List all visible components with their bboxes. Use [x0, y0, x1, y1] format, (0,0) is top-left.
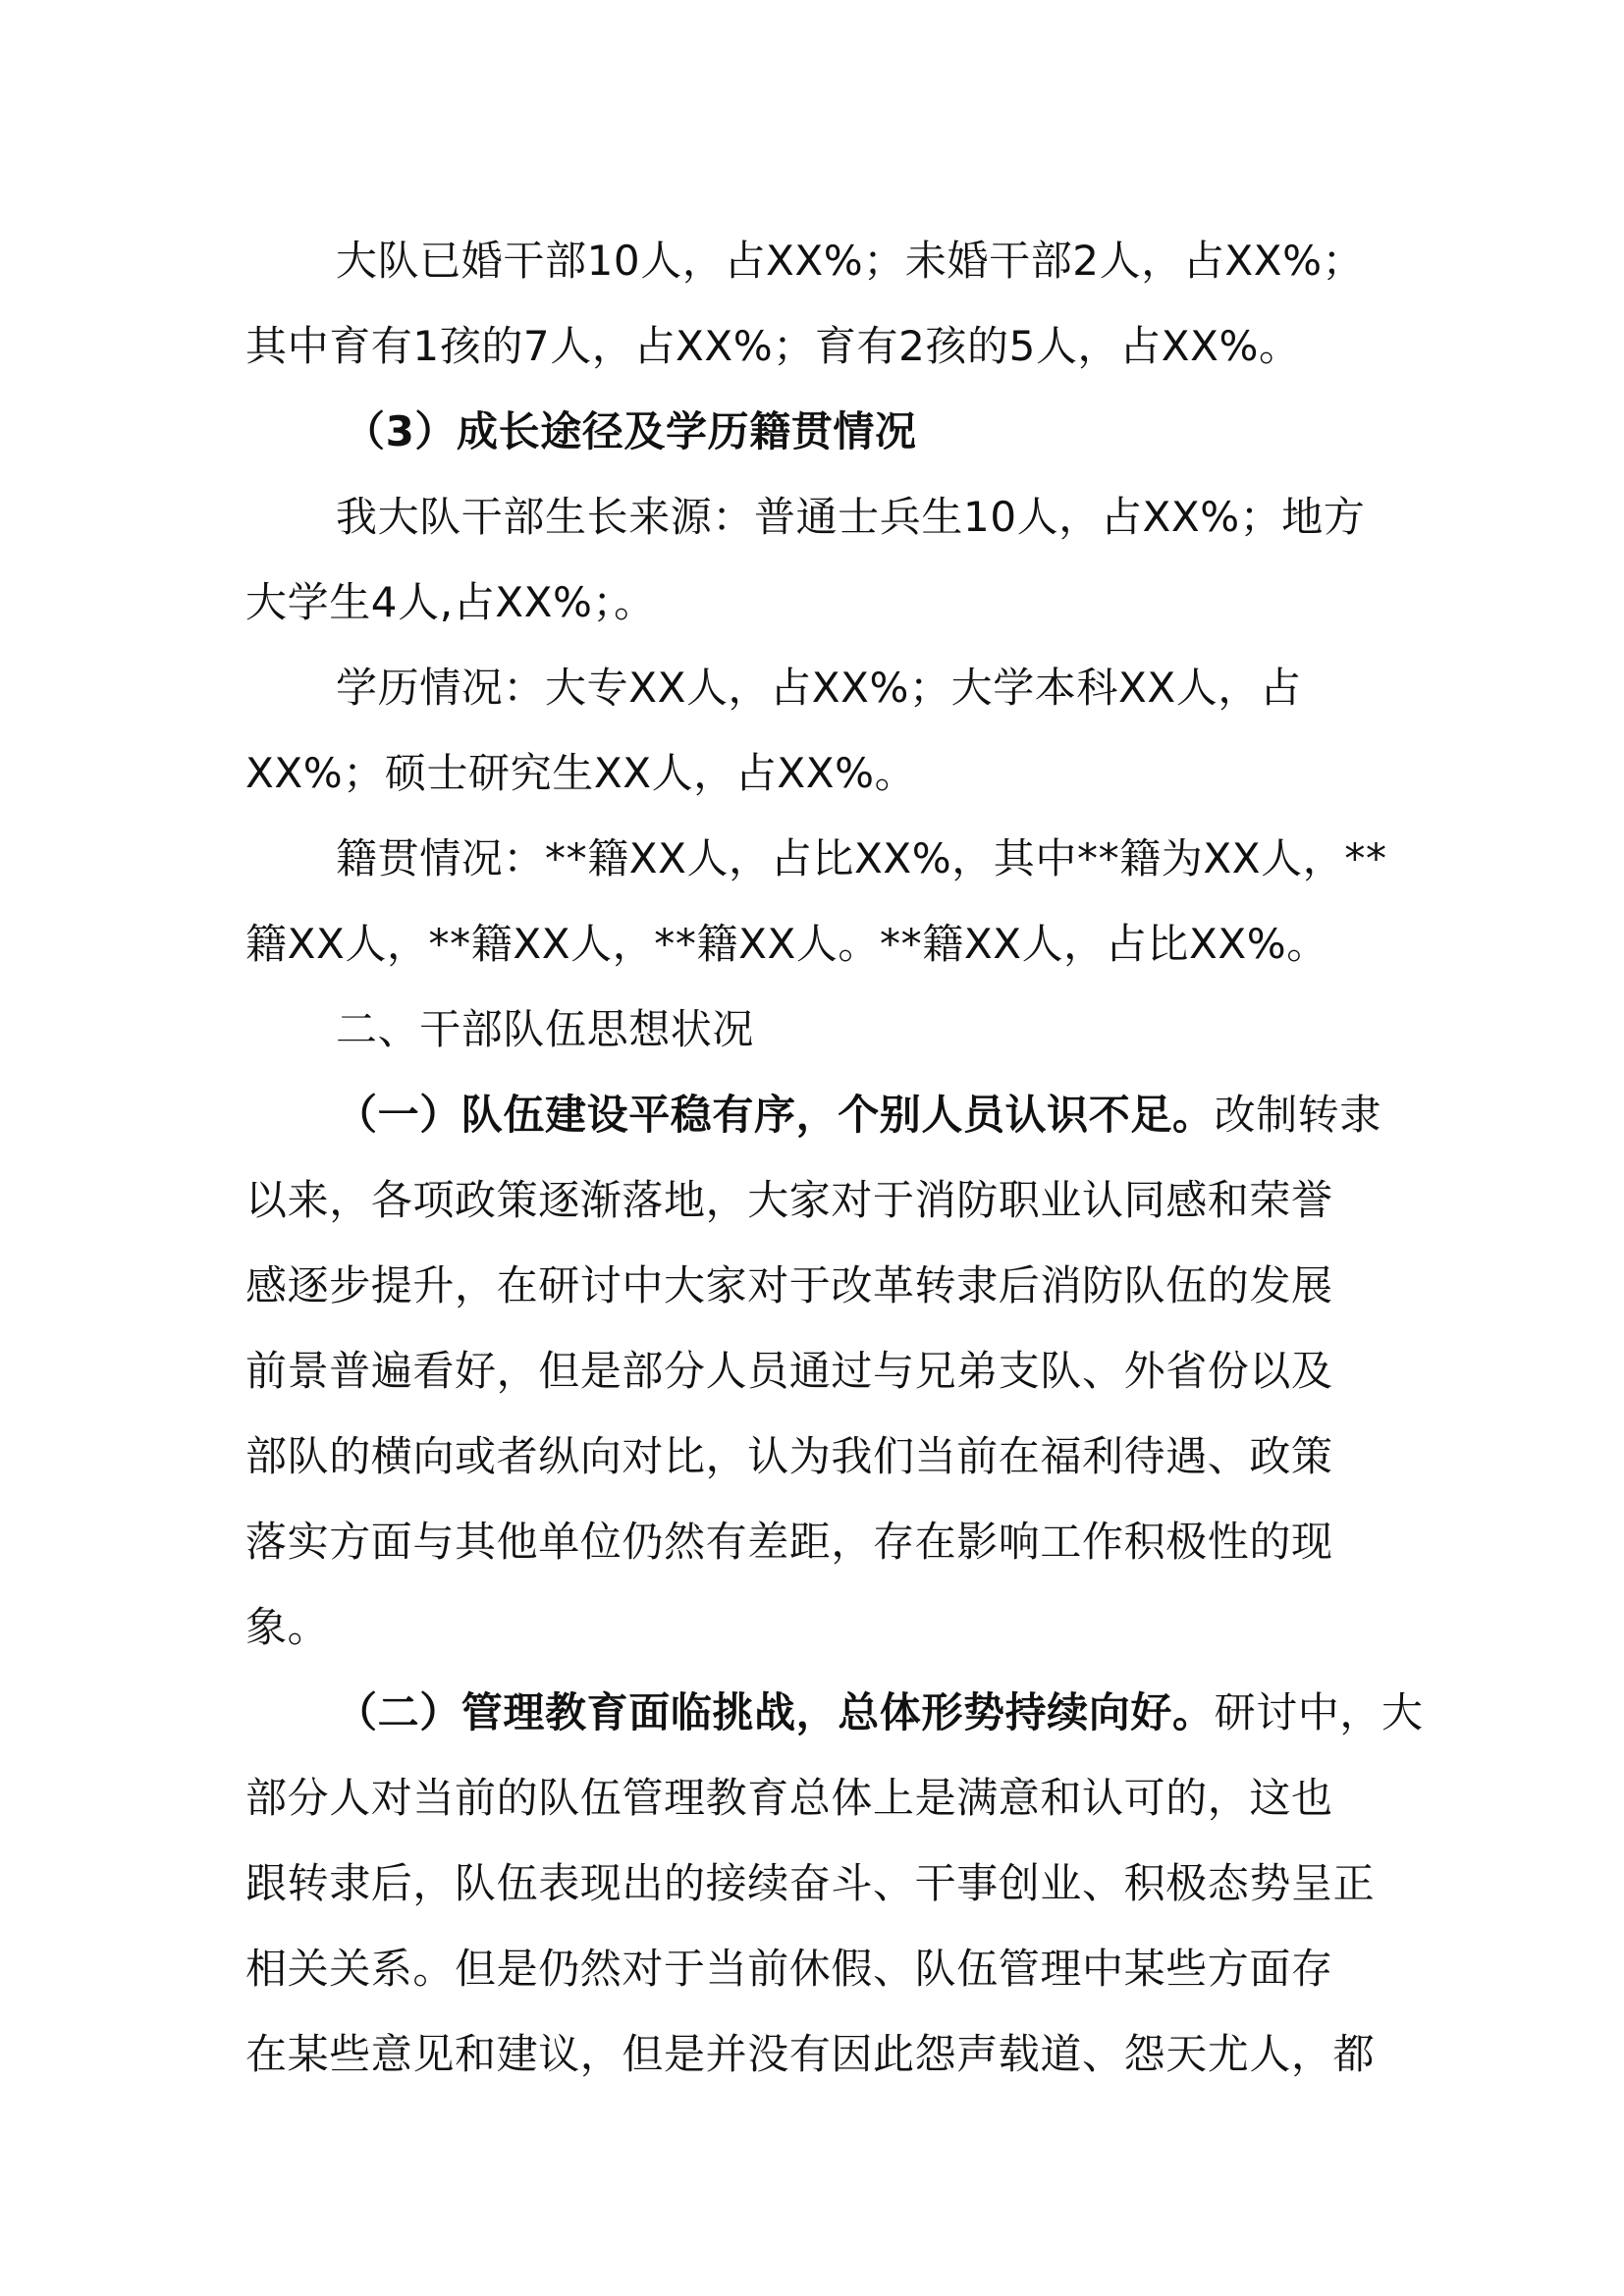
point-one-text-start: 改制转隶: [1214, 1091, 1382, 1139]
growth-source-line-2: 大学生4人,占XX%；。: [245, 578, 656, 626]
point-one-bold-intro: （一）队伍建设平稳有序，个别人员认识不足。: [336, 1091, 1215, 1139]
point-two-line-4: 相关关系。但是仍然对于当前休假、队伍管理中某些方面存: [245, 1945, 1333, 1993]
point-one-line-7: 象。: [245, 1603, 330, 1651]
point-one-line-5: 部队的横向或者纵向对比，认为我们当前在福利待遇、政策: [245, 1432, 1333, 1480]
point-two-line-2: 部分人对当前的队伍管理教育总体上是满意和认可的，这也: [245, 1774, 1333, 1822]
point-one-line-1: [245, 1072, 1386, 1157]
point-two-line-3: 跟转隶后，队伍表现出的接续奋斗、干事创业、积极态势呈正: [245, 1859, 1376, 1907]
native-place-line-2: 籍XX人，**籍XX人，**籍XX人。**籍XX人，占比XX%。: [245, 920, 1328, 968]
education-line-2: XX%；硕士研究生XX人，占XX%。: [245, 749, 917, 797]
point-two-line-5: 在某些意见和建议，但是并没有因此怨声载道、怨天尤人，都: [245, 2030, 1376, 2078]
document-body: [245, 218, 1424, 2097]
point-one-line-2: 以来，各项政策逐渐落地，大家对于消防职业认同感和荣誉: [245, 1176, 1333, 1224]
point-one-line-4: 前景普遍看好，但是部分人员通过与兄弟支队、外省份以及: [245, 1347, 1333, 1395]
point-one-line-6: 落实方面与其他单位仍然有差距，存在影响工作积极性的现: [245, 1518, 1333, 1566]
point-one-line-3: 感逐步提升，在研讨中大家对于改革转隶后消防队伍的发展: [245, 1261, 1333, 1309]
education-line-1: 学历情况：大专XX人，占XX%；大学本科XX人，占: [336, 664, 1302, 712]
section-two-heading: 二、干部队伍思想状况: [336, 1005, 755, 1053]
native-place-line-1: 籍贯情况：**籍XX人，占比XX%，其中**籍为XX人，**: [336, 834, 1387, 882]
marital-line-1: 大队已婚干部10人，占XX%；未婚干部2人，占XX%；: [336, 237, 1365, 285]
point-two-text-start: 研讨中，大: [1214, 1688, 1424, 1736]
point-two-line-1: [245, 1670, 1424, 1755]
growth-heading: （3）成长途径及学历籍贯情况: [344, 407, 917, 455]
point-two-bold-intro: （二）管理教育面临挑战，总体形势持续向好。: [336, 1688, 1215, 1736]
growth-source-line-1: 我大队干部生长来源：普通士兵生10人，占XX%；地方: [336, 493, 1366, 541]
marital-line-2: 其中育有1孩的7人，占XX%；育有2孩的5人，占XX%。: [245, 322, 1301, 370]
